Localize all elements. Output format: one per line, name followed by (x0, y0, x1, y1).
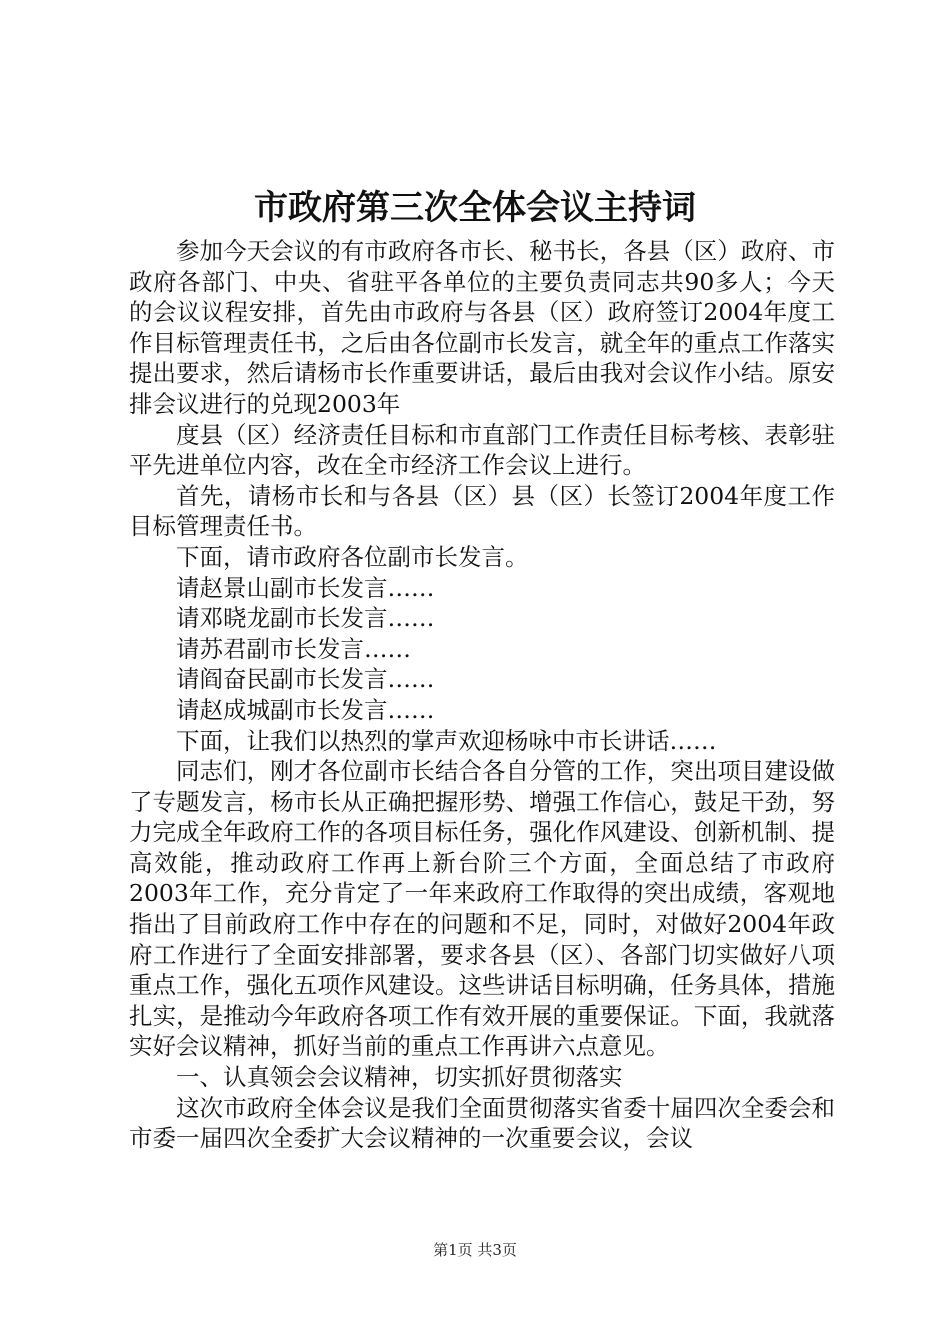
paragraph: 请苏君副市长发言…… (176, 634, 411, 663)
paragraph: 请赵成城副市长发言…… (176, 695, 435, 724)
paragraph: 请阎奋民副市长发言…… (176, 665, 435, 694)
paragraph: 下面，让我们以热烈的掌声欢迎杨咏中市长讲话…… (176, 726, 717, 755)
document-title: 市政府第三次全体会议主持词 (254, 188, 696, 228)
paragraph: 请赵景山副市长发言…… (176, 573, 435, 602)
paragraph: 首先，请杨市长和与各县（区）县（区）长签订2004年度工作目标管理责任书。 (129, 481, 835, 541)
paragraph: 同志们，刚才各位副市长结合各自分管的工作，突出项目建设做了专题发言，杨市长从正确把握形势、增强工作信心，鼓足干劲，努力完成全年政府工作的各项目标任务，强化作风建设、创新机制、提高效能，推动政府工作再上新台阶三个方面，全面总结了市政府2003年工作，充分肯定了一年来政府工作取得的突出成绩，客观地指出了目前政府工作中存在的问题和不足，同时，对做好2004年政府工作进行了全面安排部署，要求各县（区）、各部门切实做好八项重点工作，强化五项作风建设。这些讲话目标明确，任务具体，措施扎实，是推动今年政府各项工作有效开展的重要保证。下面，我就落实好会议精神，抓好当前的重点工作再讲六点意见。 (129, 757, 835, 1061)
paragraph: 请邓晓龙副市长发言…… (176, 604, 435, 633)
section-heading: 一、认真领会会议精神，切实抓好贯彻落实 (176, 1063, 623, 1092)
paragraph: 这次市政府全体会议是我们全面贯彻落实省委十届四次全委会和市委一届四次全委扩大会议精神的一次重要会议，会议 (129, 1093, 835, 1153)
paragraph: 下面，请市政府各位副市长发言。 (176, 542, 529, 571)
paragraph: 度县（区）经济责任目标和市直部门工作责任目标考核、表彰驻平先进单位内容，改在全市经济工作会议上进行。 (129, 420, 835, 480)
page-footer: 第1页 共3页 (433, 1241, 517, 1259)
paragraph: 参加今天会议的有市政府各市长、秘书长，各县（区）政府、市政府各部门、中央、省驻平各单位的主要负责同志共90多人；今天的会议议程安排，首先由市政府与各县（区）政府签订2004年度工作目标管理责任书，之后由各位副市长发言，就全年的重点工作落实提出要求，然后请杨市长作重要讲话，最后由我对会议作小结。原安排会议进行的兑现2003年 (129, 237, 835, 418)
document-body (129, 236, 835, 1154)
